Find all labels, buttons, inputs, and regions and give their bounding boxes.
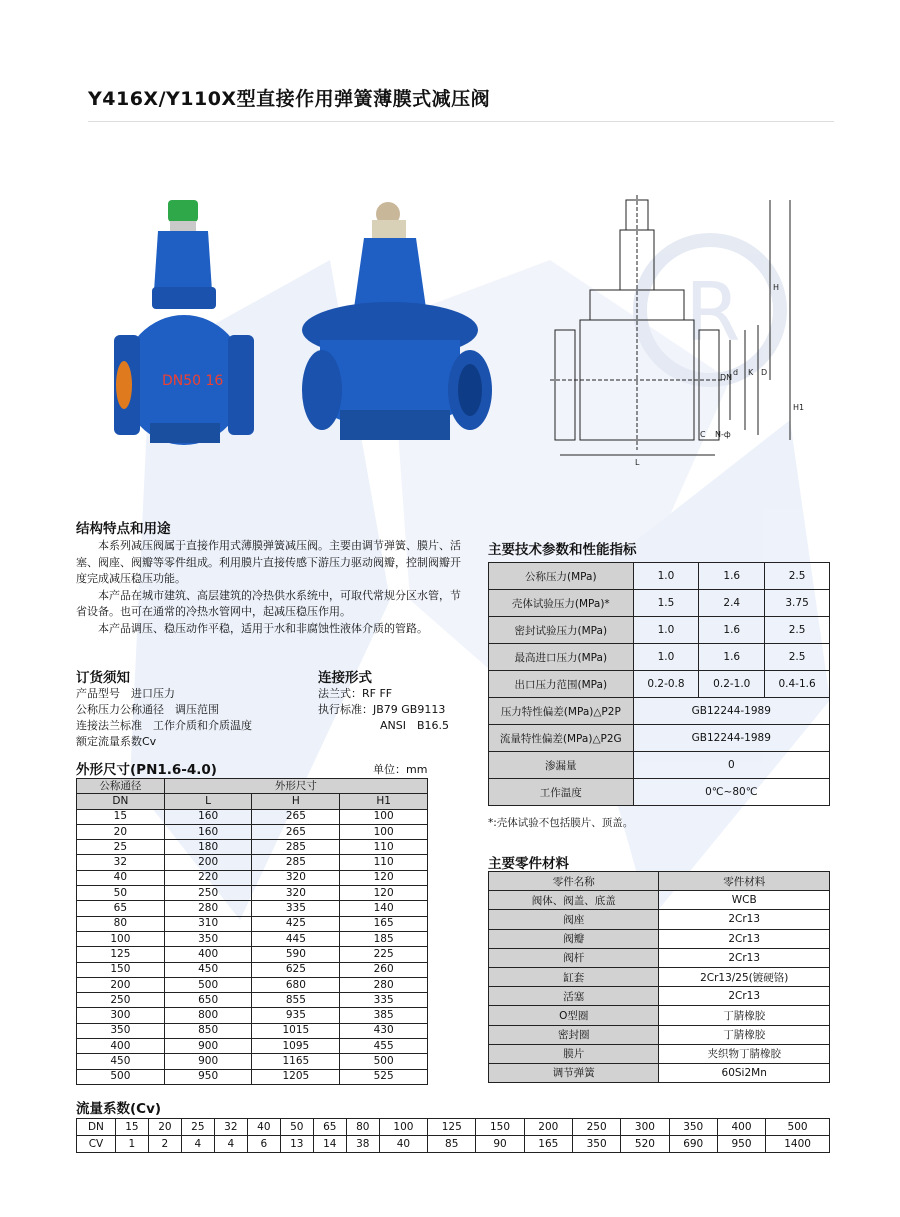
parts-row <box>489 891 830 910</box>
dn-cell: 300 <box>77 1008 165 1023</box>
h-cell: 265 <box>252 809 340 824</box>
parts-row <box>489 910 830 929</box>
flow-cv-cell: 4 <box>214 1136 247 1153</box>
l-cell: 180 <box>164 840 252 855</box>
threaded-valve-photo <box>300 200 500 460</box>
l-cell: 310 <box>164 916 252 931</box>
l-cell: 160 <box>164 824 252 839</box>
col-header-h: H <box>252 794 340 809</box>
dimension-group-header: 外形尺寸 <box>164 779 427 794</box>
flow-cv-cell: 13 <box>280 1136 313 1153</box>
col-header-h1: H1 <box>340 794 428 809</box>
tech-param-label: 出口压力范围(MPa) <box>489 671 634 698</box>
dn-header-bottom: DN <box>77 794 165 809</box>
part-material: WCB <box>659 891 830 910</box>
h1-cell: 165 <box>340 916 428 931</box>
part-material: 2Cr13 <box>659 910 830 929</box>
l-cell: 950 <box>164 1069 252 1084</box>
h1-cell: 280 <box>340 977 428 992</box>
dimension-row <box>77 977 428 992</box>
l-cell: 450 <box>164 962 252 977</box>
part-name: 密封圈 <box>489 1025 659 1044</box>
dn-cell: 250 <box>77 993 165 1008</box>
h1-cell: 335 <box>340 993 428 1008</box>
flow-dn-cell: 50 <box>280 1119 313 1136</box>
h1-cell: 100 <box>340 809 428 824</box>
dn-cell: 32 <box>77 855 165 870</box>
dimension-row <box>77 1054 428 1069</box>
tech-param-label: 渗漏量 <box>489 752 634 779</box>
flow-dn-cell: 15 <box>115 1119 148 1136</box>
h-cell: 1015 <box>252 1023 340 1038</box>
flow-dn-row <box>77 1119 830 1136</box>
tech-param-label: 壳体试验压力(MPa)* <box>489 590 634 617</box>
h1-cell: 500 <box>340 1054 428 1069</box>
dn-cell: 15 <box>77 809 165 824</box>
connection-line: ANSI B16.5 <box>380 719 450 732</box>
flow-cv-cell: 14 <box>313 1136 346 1153</box>
tech-row <box>489 590 830 617</box>
dn-cell: 400 <box>77 1039 165 1054</box>
dim-c: C <box>700 430 706 439</box>
l-cell: 220 <box>164 870 252 885</box>
dim-dn: DN <box>720 373 733 382</box>
part-material: 丁腈橡胶 <box>659 1025 830 1044</box>
l-cell: 200 <box>164 855 252 870</box>
flow-dn-cell: 32 <box>214 1119 247 1136</box>
h-cell: 1095 <box>252 1039 340 1054</box>
flow-cv-cell: 1400 <box>766 1136 830 1153</box>
tech-param-label: 工作温度 <box>489 779 634 806</box>
dn-cell: 100 <box>77 931 165 946</box>
part-name: 阀瓣 <box>489 929 659 948</box>
dn-cell: 65 <box>77 901 165 916</box>
tech-param-value: GB12244-1989 <box>633 698 829 725</box>
h-cell: 935 <box>252 1008 340 1023</box>
tech-param-value: 1.6 <box>699 563 765 590</box>
h1-cell: 110 <box>340 840 428 855</box>
tech-param-label: 流量特性偏差(MPa)△P2G <box>489 725 634 752</box>
l-cell: 800 <box>164 1008 252 1023</box>
order-list <box>76 686 252 750</box>
dn-cell: 450 <box>77 1054 165 1069</box>
part-name: 阀体、阀盖、底盖 <box>489 891 659 910</box>
flow-dn-cell: 20 <box>148 1119 181 1136</box>
connection-line: 执行标准：JB79 GB9113 <box>318 703 446 716</box>
h1-cell: 110 <box>340 855 428 870</box>
flow-cv-cell: 2 <box>148 1136 181 1153</box>
h-cell: 1165 <box>252 1054 340 1069</box>
part-name: 调节弹簧 <box>489 1063 659 1082</box>
flow-cv-cell: 350 <box>572 1136 620 1153</box>
flow-dn-cell: 65 <box>313 1119 346 1136</box>
tech-note: *:壳体试验不包括膜片、顶盖。 <box>488 817 634 829</box>
order-heading: 订货须知 <box>76 670 130 686</box>
h-cell: 680 <box>252 977 340 992</box>
flow-dn-cell: 100 <box>379 1119 427 1136</box>
flow-dn-cell: 40 <box>247 1119 280 1136</box>
flanged-valve-photo <box>100 195 270 460</box>
parts-row <box>489 987 830 1006</box>
tech-table <box>488 562 830 806</box>
flow-cv-cell: 1 <box>115 1136 148 1153</box>
l-cell: 250 <box>164 886 252 901</box>
dn-cell: 80 <box>77 916 165 931</box>
tech-row <box>489 644 830 671</box>
dimension-row <box>77 1069 428 1084</box>
l-cell: 280 <box>164 901 252 916</box>
h1-cell: 225 <box>340 947 428 962</box>
dn-cell: 200 <box>77 977 165 992</box>
unit-label: 单位：mm <box>373 763 428 776</box>
tech-param-value: 0.2-1.0 <box>699 671 765 698</box>
parts-row <box>489 1063 830 1082</box>
part-name: 阀座 <box>489 910 659 929</box>
tech-heading: 主要技术参数和性能指标 <box>488 542 637 558</box>
tech-param-value: 1.5 <box>633 590 699 617</box>
col-header-l: L <box>164 794 252 809</box>
tech-row <box>489 752 830 779</box>
connection-line: 法兰式：RF FF <box>318 687 393 700</box>
tech-param-label: 最高进口压力(MPa) <box>489 644 634 671</box>
features-text <box>76 538 471 637</box>
tech-param-value: 0 <box>633 752 829 779</box>
part-name: 缸套 <box>489 967 659 986</box>
tech-param-value: 2.5 <box>765 563 830 590</box>
connection-list <box>318 686 449 734</box>
flow-cv-cell: 4 <box>181 1136 214 1153</box>
part-material: 2Cr13 <box>659 987 830 1006</box>
part-material: 丁腈橡胶 <box>659 1006 830 1025</box>
parts-table <box>488 871 830 1083</box>
dimension-row <box>77 901 428 916</box>
order-line: 额定流量系数Cv <box>76 735 157 748</box>
dn-header-top: 公称通径 <box>77 779 165 794</box>
part-name: 阀杆 <box>489 948 659 967</box>
tech-row <box>489 698 830 725</box>
flow-dn-cell: 350 <box>669 1119 717 1136</box>
flow-dn-cell: 400 <box>717 1119 765 1136</box>
flow-cv-cell: 38 <box>346 1136 379 1153</box>
dimension-row <box>77 1023 428 1038</box>
dimension-row <box>77 931 428 946</box>
tech-row <box>489 617 830 644</box>
flow-cv-cell: 90 <box>476 1136 524 1153</box>
flow-dn-cell: 200 <box>524 1119 572 1136</box>
h-cell: 625 <box>252 962 340 977</box>
flow-row-label: DN <box>77 1119 116 1136</box>
flow-table <box>76 1118 830 1153</box>
h1-cell: 140 <box>340 901 428 916</box>
features-heading: 结构特点和用途 <box>76 521 171 537</box>
connection-heading: 连接形式 <box>318 670 372 686</box>
svg-text:R: R <box>685 266 741 359</box>
dim-h: H <box>773 283 780 292</box>
l-cell: 650 <box>164 993 252 1008</box>
tech-param-value: 3.75 <box>765 590 830 617</box>
l-cell: 500 <box>164 977 252 992</box>
flow-row-label: CV <box>77 1136 116 1153</box>
h-cell: 320 <box>252 870 340 885</box>
dimension-row <box>77 947 428 962</box>
h1-cell: 185 <box>340 931 428 946</box>
part-material: 2Cr13/25(镀硬铬) <box>659 967 830 986</box>
parts-row <box>489 1044 830 1063</box>
h-cell: 855 <box>252 993 340 1008</box>
flow-dn-cell: 80 <box>346 1119 379 1136</box>
l-cell: 350 <box>164 931 252 946</box>
h-cell: 590 <box>252 947 340 962</box>
flow-cv-cell: 165 <box>524 1136 572 1153</box>
flow-cv-cell: 85 <box>428 1136 476 1153</box>
l-cell: 850 <box>164 1023 252 1038</box>
order-line: 产品型号 进口压力 <box>76 687 175 700</box>
dim-h1: H1 <box>793 403 805 412</box>
tech-param-label: 密封试验压力(MPa) <box>489 617 634 644</box>
dn-cell: 25 <box>77 840 165 855</box>
order-line: 连接法兰标准 工作介质和介质温度 <box>76 719 252 732</box>
dn-cell: 350 <box>77 1023 165 1038</box>
h-cell: 1205 <box>252 1069 340 1084</box>
tech-param-value: GB12244-1989 <box>633 725 829 752</box>
dimensions-heading: 外形尺寸(PN1.6-4.0) <box>76 762 217 778</box>
part-name: 膜片 <box>489 1044 659 1063</box>
dn-cell: 150 <box>77 962 165 977</box>
title-divider <box>88 121 834 122</box>
flow-dn-cell: 250 <box>572 1119 620 1136</box>
h1-cell: 260 <box>340 962 428 977</box>
flow-dn-cell: 150 <box>476 1119 524 1136</box>
l-cell: 900 <box>164 1054 252 1069</box>
h1-cell: 385 <box>340 1008 428 1023</box>
l-cell: 160 <box>164 809 252 824</box>
tech-param-value: 0.4-1.6 <box>765 671 830 698</box>
flow-cv-cell: 40 <box>379 1136 427 1153</box>
tech-row <box>489 725 830 752</box>
features-paragraph: 本系列减压阀属于直接作用式薄膜弹簧减压阀。主要由调节弹簧、膜片、活塞、阀座、阀瓣等零件组成。利用膜片直接传感下游压力驱动阀瓣，控制阀瓣开度完成减压稳压功能。 <box>76 539 461 585</box>
dimension-row <box>77 824 428 839</box>
part-material: 2Cr13 <box>659 948 830 967</box>
h1-cell: 455 <box>340 1039 428 1054</box>
flow-cv-cell: 950 <box>717 1136 765 1153</box>
tech-param-value: 2.5 <box>765 617 830 644</box>
h1-cell: 525 <box>340 1069 428 1084</box>
parts-row <box>489 1025 830 1044</box>
part-material: 60Si2Mn <box>659 1063 830 1082</box>
flow-cv-cell: 6 <box>247 1136 280 1153</box>
h-cell: 285 <box>252 840 340 855</box>
h1-cell: 430 <box>340 1023 428 1038</box>
dimensions-table <box>76 778 428 1085</box>
l-cell: 900 <box>164 1039 252 1054</box>
tech-param-label: 公称压力(MPa) <box>489 563 634 590</box>
dn-cell: 50 <box>77 886 165 901</box>
dim-k: K <box>748 368 754 377</box>
dn-cell: 20 <box>77 824 165 839</box>
tech-row <box>489 563 830 590</box>
tech-row <box>489 671 830 698</box>
h1-cell: 100 <box>340 824 428 839</box>
tech-param-value: 0℃~80℃ <box>633 779 829 806</box>
flow-cv-cell: 520 <box>621 1136 669 1153</box>
h-cell: 335 <box>252 901 340 916</box>
dimension-row <box>77 993 428 1008</box>
tech-param-value: 2.5 <box>765 644 830 671</box>
part-material: 2Cr13 <box>659 929 830 948</box>
parts-header-material: 零件材料 <box>659 872 830 891</box>
tech-param-value: 1.0 <box>633 563 699 590</box>
part-name: O型圈 <box>489 1006 659 1025</box>
tech-param-value: 1.0 <box>633 644 699 671</box>
parts-row <box>489 948 830 967</box>
tech-param-label: 压力特性偏差(MPa)△P2P <box>489 698 634 725</box>
sectional-drawing <box>550 190 805 470</box>
dimension-row <box>77 916 428 931</box>
dn-cell: 500 <box>77 1069 165 1084</box>
parts-row <box>489 929 830 948</box>
tech-row <box>489 779 830 806</box>
l-cell: 400 <box>164 947 252 962</box>
flow-dn-cell: 25 <box>181 1119 214 1136</box>
features-paragraph: 本产品调压、稳压动作平稳，适用于水和非腐蚀性液体介质的管路。 <box>98 621 428 635</box>
dim-d-outer: D <box>761 368 768 377</box>
parts-heading: 主要零件材料 <box>488 856 569 872</box>
tech-param-value: 1.0 <box>633 617 699 644</box>
part-name: 活塞 <box>489 987 659 1006</box>
dimension-row <box>77 962 428 977</box>
h-cell: 320 <box>252 886 340 901</box>
tech-param-value: 1.6 <box>699 617 765 644</box>
dimension-row <box>77 1008 428 1023</box>
tech-param-value: 1.6 <box>699 644 765 671</box>
dim-d: d <box>733 368 739 377</box>
h1-cell: 120 <box>340 870 428 885</box>
h-cell: 425 <box>252 916 340 931</box>
flow-heading: 流量系数(Cv) <box>76 1101 162 1117</box>
flow-dn-cell: 500 <box>766 1119 830 1136</box>
h-cell: 445 <box>252 931 340 946</box>
dn-cell: 125 <box>77 947 165 962</box>
dim-n-phi: N-ф <box>715 430 731 439</box>
h-cell: 265 <box>252 824 340 839</box>
features-paragraph: 本产品在城市建筑、高层建筑的冷热供水系统中，可取代常规分区水管，节省设备。也可在通常的冷热水管网中，起减压稳压作用。 <box>76 588 461 618</box>
flow-dn-cell: 300 <box>621 1119 669 1136</box>
order-line: 公称压力公称通径 调压范围 <box>76 703 219 716</box>
flow-cv-cell: 690 <box>669 1136 717 1153</box>
flow-cv-row <box>77 1136 830 1153</box>
h-cell: 285 <box>252 855 340 870</box>
parts-row <box>489 967 830 986</box>
dn-cell: 40 <box>77 870 165 885</box>
valve-marking: DN50 16 <box>162 373 224 389</box>
tech-param-value: 0.2-0.8 <box>633 671 699 698</box>
dimension-row <box>77 886 428 901</box>
flow-dn-cell: 125 <box>428 1119 476 1136</box>
dimension-row <box>77 1039 428 1054</box>
parts-header-name: 零件名称 <box>489 872 659 891</box>
dimension-row <box>77 855 428 870</box>
tech-param-value: 2.4 <box>699 590 765 617</box>
h1-cell: 120 <box>340 886 428 901</box>
page-title: Y416X/Y110X型直接作用弹簧薄膜式减压阀 <box>88 88 491 110</box>
part-material: 夹织物丁腈橡胶 <box>659 1044 830 1063</box>
dim-l: L <box>635 458 640 467</box>
dimension-row <box>77 840 428 855</box>
dimension-row <box>77 870 428 885</box>
parts-row <box>489 1006 830 1025</box>
dimension-row <box>77 809 428 824</box>
